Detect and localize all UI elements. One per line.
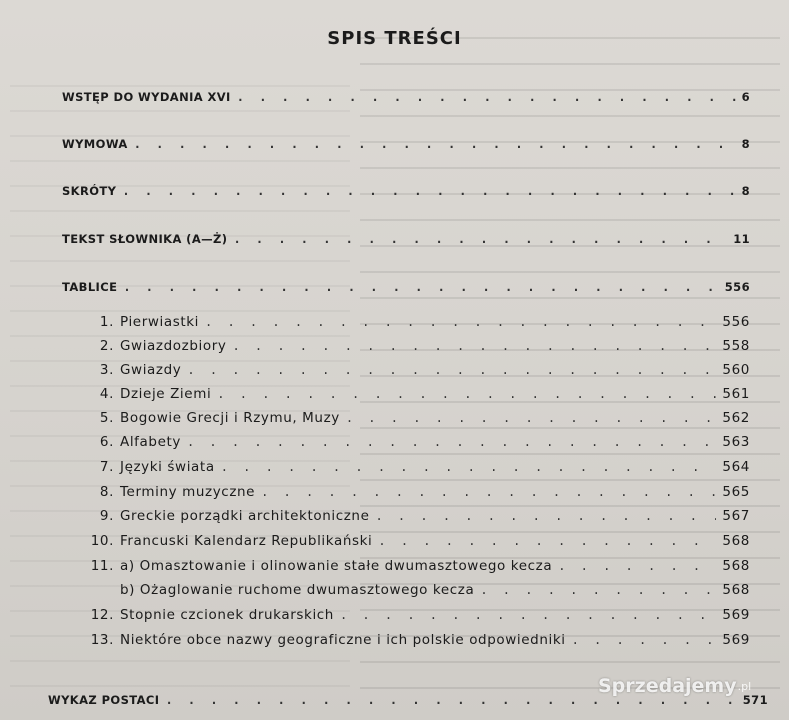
toc-entry-skroty	[62, 184, 750, 198]
toc-entry-tekst-slownika	[62, 232, 750, 246]
leader-dots	[187, 435, 716, 449]
toc-entry-tablice	[62, 280, 750, 294]
toc-entry-page: 556	[724, 280, 750, 294]
toc-subentry-page: 568	[722, 533, 750, 549]
toc-entry-wstep	[62, 90, 750, 104]
toc-subentry-number: 2.	[99, 338, 114, 354]
toc-subentry-label: Terminy muzyczne	[120, 484, 256, 500]
toc-subentry-page: 565	[722, 484, 750, 500]
toc-subentry	[84, 607, 750, 623]
toc-subentry-page: 567	[722, 508, 750, 524]
toc-subentry-page: 558	[722, 338, 750, 354]
toc-subentry	[84, 582, 750, 598]
toc-subentry	[84, 314, 750, 330]
toc-subentry-label: Bogowie Grecji i Rzymu, Muzy	[120, 410, 340, 426]
toc-entry-page: 11	[733, 232, 750, 246]
toc-subentry	[84, 434, 750, 450]
page-title: SPIS TREŚCI	[327, 28, 462, 49]
toc-subentry-page: 561	[722, 386, 750, 402]
toc-subentry	[84, 632, 750, 648]
toc-subentry-label: a) Omasztowanie i olinowanie stałe dwumasztowego kecza	[120, 558, 553, 574]
toc-subentry	[84, 558, 750, 574]
leader-dots	[480, 583, 716, 597]
toc-subentry-number: 13.	[90, 632, 114, 648]
leader-dots	[122, 184, 735, 198]
toc-subentry-page: 569	[722, 607, 750, 623]
toc-subentry-number: 1.	[99, 314, 114, 330]
leader-dots	[340, 608, 716, 622]
toc-subentry-label: Pierwiastki	[120, 314, 200, 330]
toc-entry-label: WSTĘP DO WYDANIA XVI	[62, 90, 231, 104]
toc-subentry-number: 5.	[99, 410, 114, 426]
toc-subentry-label: Języki świata	[120, 459, 215, 475]
toc-subentry-label: b) Ożaglowanie ruchome dwumasztowego kecza	[120, 582, 475, 598]
leader-dots	[558, 559, 716, 573]
toc-subentry-number: 11.	[90, 558, 114, 574]
watermark-tld: .pl	[737, 679, 752, 693]
toc-subentry	[84, 386, 750, 402]
toc-entry-page: 8	[741, 137, 750, 151]
leader-dots	[123, 280, 718, 294]
toc-subentry	[84, 338, 750, 354]
leader-dots	[205, 315, 716, 329]
leader-dots	[261, 485, 716, 499]
toc-subentry-number: 9.	[99, 508, 114, 524]
toc-subentry	[84, 484, 750, 500]
leader-dots	[232, 339, 716, 353]
toc-subentry-page: 556	[722, 314, 750, 330]
toc-subentry-label: Dzieje Ziemi	[120, 386, 212, 402]
toc-entry-label: TEKST SŁOWNIKA (A—Ż)	[62, 232, 228, 246]
leader-dots	[346, 411, 717, 425]
toc-subentry-number: 4.	[99, 386, 114, 402]
toc-entry-page: 6	[741, 90, 750, 104]
toc-subentry	[84, 508, 750, 524]
toc-subentry-label: Stopnie czcionek drukarskich	[120, 607, 334, 623]
toc-subentry-page: 564	[722, 459, 750, 475]
toc-subentry-page: 568	[722, 558, 750, 574]
toc-subentry-label: Gwiazdozbiory	[120, 338, 227, 354]
toc-subentry	[84, 362, 750, 378]
toc-subentry-page: 563	[722, 434, 750, 450]
toc-entry-wymowa	[62, 137, 750, 151]
toc-entry-label: TABLICE	[62, 280, 118, 294]
toc-entry-page: 8	[741, 184, 750, 198]
leader-dots	[221, 460, 717, 474]
toc-subentry-number: 7.	[99, 459, 114, 475]
toc-subentry-page: 568	[722, 582, 750, 598]
toc-entry-label: WYKAZ POSTACI	[48, 693, 160, 707]
leader-dots	[572, 633, 717, 647]
toc-subentry-number: 8.	[99, 484, 114, 500]
toc-entry-label: SKRÓTY	[62, 184, 117, 198]
toc-subentry-number: 12.	[90, 607, 114, 623]
toc-subentry	[84, 533, 750, 549]
toc-subentry-number: 6.	[99, 434, 114, 450]
watermark-text: Sprzedajemy	[598, 675, 737, 697]
toc-subentry-label: Greckie porządki architektoniczne	[120, 508, 370, 524]
toc-subentry	[84, 459, 750, 475]
toc-subentry-label: Alfabety	[120, 434, 181, 450]
toc-subentry-page: 562	[722, 410, 750, 426]
leader-dots	[134, 137, 736, 151]
toc-subentry-label: Niektóre obce nazwy geograficzne i ich polskie odpowiedniki	[120, 632, 566, 648]
toc-subentry-number: 10.	[90, 533, 114, 549]
toc-subentry-page: 560	[722, 362, 750, 378]
toc-subentry-number: 3.	[99, 362, 114, 378]
leader-dots	[233, 232, 727, 246]
toc-subentry-page: 569	[722, 632, 750, 648]
toc-subentry-label: Francuski Kalendarz Republikański	[120, 533, 373, 549]
leader-dots	[217, 387, 716, 401]
toc-entry-page: 571	[742, 693, 768, 707]
toc-subentry-label: Gwiazdy	[120, 362, 182, 378]
toc-entry-label: WYMOWA	[62, 137, 128, 151]
toc-subentry	[84, 410, 750, 426]
sprzedajemy-watermark	[598, 666, 768, 706]
leader-dots	[187, 363, 716, 377]
leader-dots	[375, 509, 716, 523]
leader-dots	[237, 90, 736, 104]
leader-dots	[378, 534, 716, 548]
